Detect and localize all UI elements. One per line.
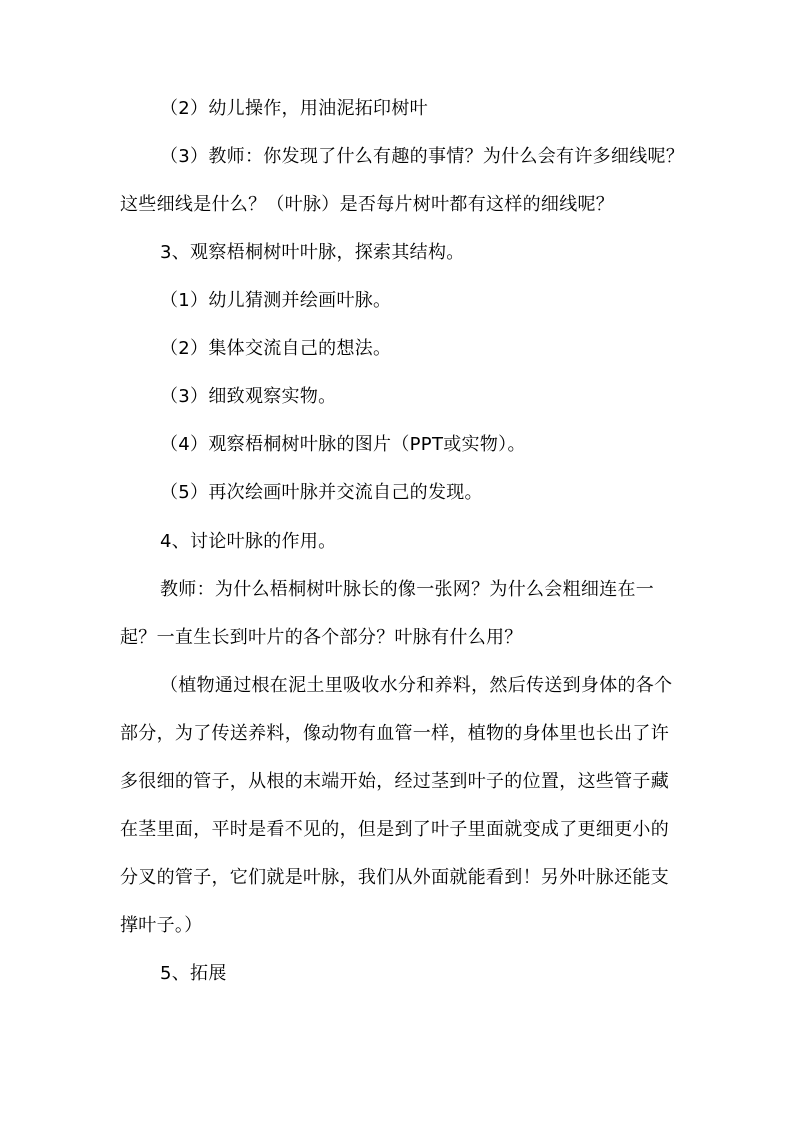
section-4-heading: 4、讨论叶脉的作用。 [160,531,337,552]
explanation-paragraph-line-6: 撑叶子。） [120,915,203,936]
explanation-paragraph-line-5: 分叉的管子，它们就是叶脉，我们从外面就能看到！另外叶脉还能支 [120,867,669,888]
section-3-heading: 3、观察梧桐树叶叶脉，探索其结构。 [160,242,465,263]
step-3-1-text: （1）幼儿猜测并绘画叶脉。 [160,290,392,311]
step-3-4-text: （4）观察梧桐树叶脉的图片（PPT或实物）。 [160,434,526,455]
explanation-paragraph-line-2: 部分，为了传送养料，像动物有血管一样，植物的身体里也长出了许 [120,723,669,744]
explanation-paragraph-line-3: 多很细的管子，从根的末端开始，经过茎到叶子的位置，这些管子藏 [120,771,669,792]
step-2-3-text: （3）教师：你发现了什么有趣的事情？为什么会有许多细线呢？ [160,146,685,167]
section-5-heading: 5、拓展 [160,963,227,984]
step-3-3-text: （3）细致观察实物。 [160,386,337,407]
step-3-2-text: （2）集体交流自己的想法。 [160,338,392,359]
teacher-question-continuation: 起？一直生长到叶片的各个部分？叶脉有什么用？ [120,627,523,648]
step-2-3-continuation: 这些细线是什么？（叶脉）是否每片树叶都有这样的细线呢？ [120,194,615,215]
step-3-5-text: （5）再次绘画叶脉并交流自己的发现。 [160,482,483,503]
explanation-paragraph-line-1: （植物通过根在泥土里吸收水分和养料，然后传送到身体的各个 [160,675,673,696]
step-2-2-text: （2）幼儿操作，用油泥拓印树叶 [160,98,428,119]
explanation-paragraph-line-4: 在茎里面，平时是看不见的，但是到了叶子里面就变成了更细更小的 [120,819,669,840]
teacher-question-text: 教师：为什么梧桐树叶脉长的像一张网？为什么会粗细连在一 [160,579,655,600]
